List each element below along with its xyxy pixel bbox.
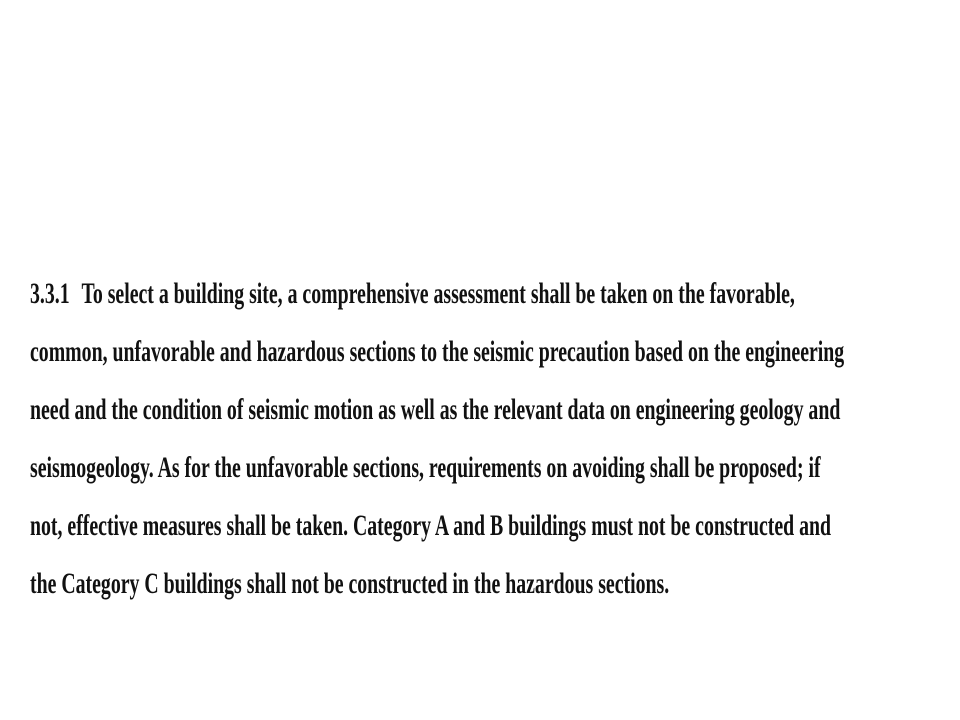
clause-line-5: not, effective measures shall be taken. Category A and B buildings must not be constructed and: [30, 509, 832, 542]
clause-paragraph: [30, 265, 920, 613]
clause-line-2: common, unfavorable and hazardous sections to the seismic precaution based on the engineering: [30, 335, 845, 368]
clause-line-4: seismogeology. As for the unfavorable sections, requirements on avoiding shall be proposed; if: [30, 451, 821, 484]
clause-text-line: To select a building site, a comprehensive assessment shall be taken on the favorable,: [81, 277, 795, 310]
clause-line-3: need and the condition of seismic motion as well as the relevant data on engineering geology and: [30, 393, 841, 426]
clause-number: 3.3.1: [30, 277, 70, 310]
clause-line-6: the Category C buildings shall not be constructed in the hazardous sections.: [30, 567, 670, 600]
clause-line-1: [30, 265, 795, 323]
